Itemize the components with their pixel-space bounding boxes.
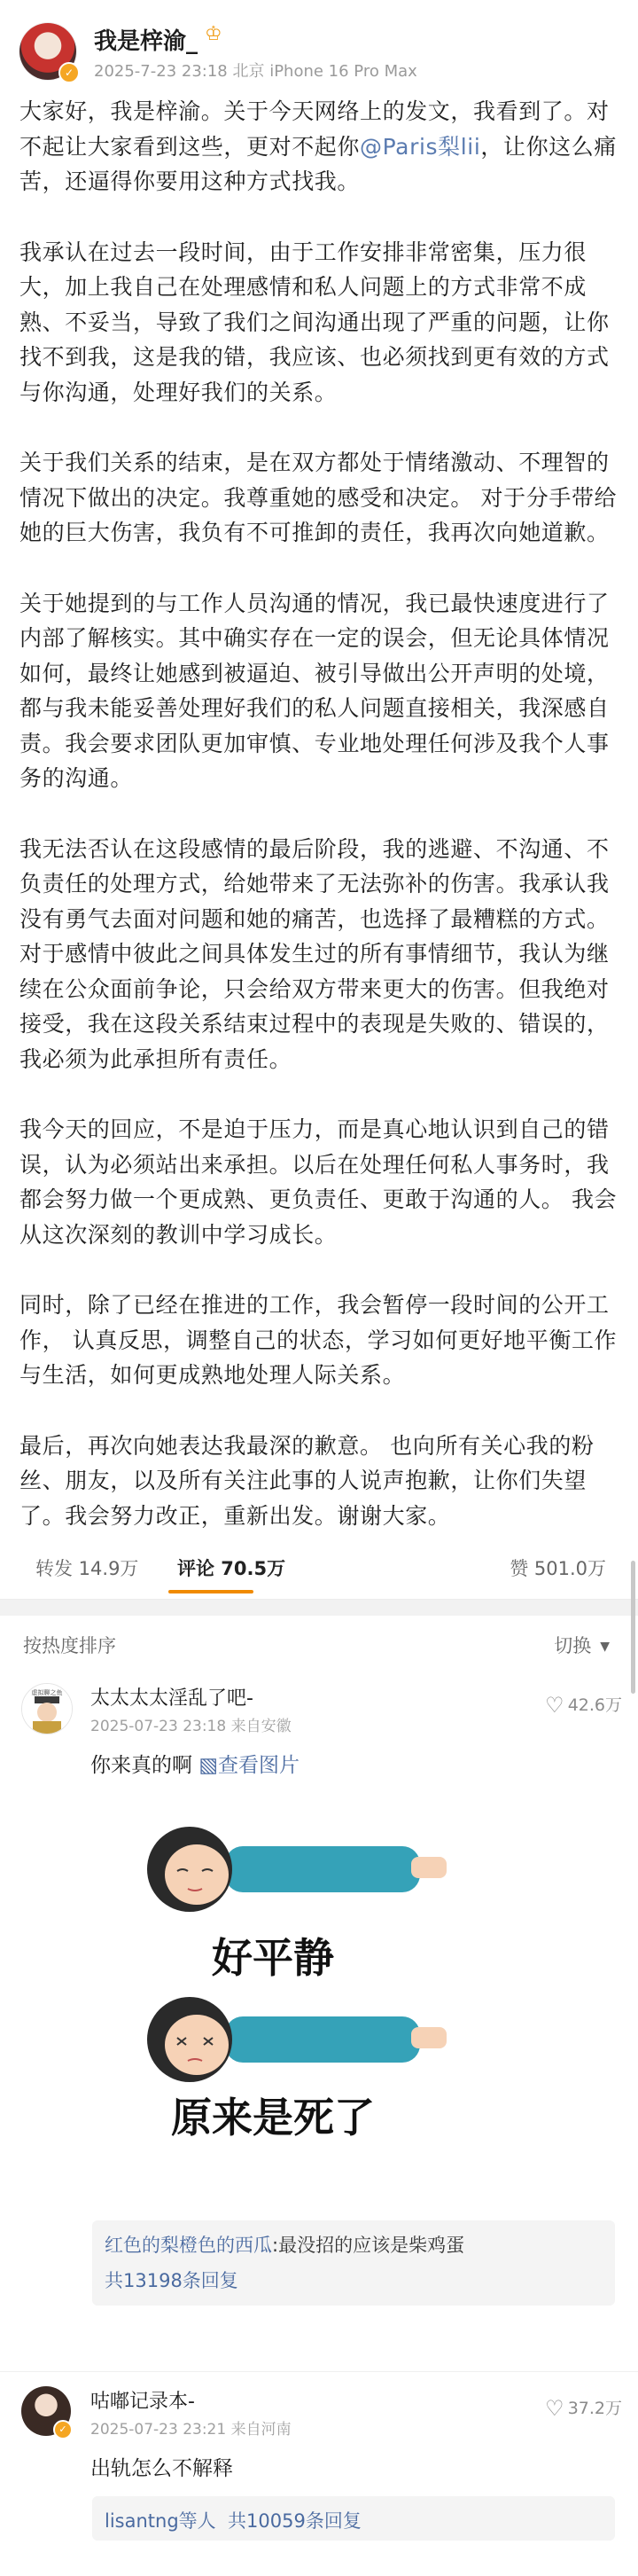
view-image-label: 查看图片 bbox=[218, 1754, 300, 1777]
meme-illustration bbox=[92, 1795, 454, 2157]
comments-tab[interactable]: 评论 70.5万 bbox=[177, 1558, 286, 1579]
verified-badge-icon: ✓ bbox=[53, 2420, 73, 2439]
likes-tab[interactable]: 赞 501.0万 bbox=[510, 1558, 606, 1579]
avatar-text: 虚拟聊之鱼 bbox=[31, 1689, 63, 1696]
verified-badge-icon: ✓ bbox=[58, 62, 80, 83]
reply-author[interactable]: lisantng等人 bbox=[105, 2510, 216, 2532]
comment-meta: 2025-07-23 23:21 来自河南 bbox=[90, 2421, 292, 2439]
comment-author[interactable]: 咕嘟记录本- bbox=[90, 2391, 195, 2413]
meme-top-text: 好平静 bbox=[212, 1934, 334, 1982]
comment-text: 出轨怎么不解释 bbox=[90, 2457, 233, 2480]
paragraph-text: ，让你这么痛苦，还逼得你要用这种方式找我。 bbox=[19, 133, 617, 194]
reply-count[interactable]: 共10059条回复 bbox=[228, 2510, 362, 2532]
comment-meta: 2025-07-23 23:18 来自安徽 bbox=[90, 1718, 292, 1735]
post-meta: 2025-7-23 23:18 北京 iPhone 16 Pro Max bbox=[94, 62, 417, 81]
like-button[interactable] bbox=[545, 1692, 622, 1718]
repost-tab[interactable]: 转发 14.9万 bbox=[35, 1558, 139, 1579]
like-count: 37.2万 bbox=[567, 2399, 622, 2418]
paragraph-text: 大家好，我是梓渝。关于今天网络上的发文，我看到了。对不起让大家看到这些，更对不起你 bbox=[19, 98, 610, 160]
paragraph bbox=[19, 94, 619, 200]
comment-text bbox=[90, 1749, 300, 1778]
reply-preview[interactable] bbox=[92, 2496, 615, 2541]
lying-figure-top bbox=[147, 1827, 447, 1912]
paragraph: 同时，除了已经在推进的工作，我会暂停一段时间的公开工作， 认真反思，调整自己的状态，学习如何更好地平衡工作与生活，如何更成熟地处理人际关系。 bbox=[19, 1292, 618, 1388]
reply-preview[interactable] bbox=[92, 2220, 615, 2306]
avatar[interactable] bbox=[21, 1683, 73, 1734]
switch-button[interactable] bbox=[554, 1632, 610, 1658]
paragraph: 我无法否认在这段感情的最后阶段，我的逃避、不沟通、不负责任的处理方式，给她带来了无法弥补的伤害。我承认我没有勇气去面对问题和她的痛苦，也选择了最糟糕的方式。 对于感情中彼此之间具体发生过的所有事情细节，我认为继续在公众面前争论，只会给双方带来更大的伤害。但我绝对接受，我在这段关系结束过程中的表现是失败的、错误的，我必须为此承担所有责任。 bbox=[19, 835, 610, 1072]
paragraph: 关于她提到的与工作人员沟通的情况，我已最快速度进行了内部了解核实。其中确实存在一定的误会，但无论具体情况如何，最终让她感到被逼迫、被引导做出公开声明的处境，都与我未能妥善处理好我们的私人问题直接相关，我深感自责。我会要求团队更加审慎、专业地处理任何涉及我个人事务的沟通。 bbox=[19, 590, 610, 791]
paragraph: 我承认在过去一段时间，由于工作安排非常密集，压力很大，加上我自己在处理感情和私人问题上的方式非常不成熟、不妥当，导致了我们之间沟通出现了严重的问题，让你找不到我，这是我的错，我应该、也必须找到更有效的方式与你沟通，处理好我们的关系。 bbox=[19, 239, 610, 405]
comment bbox=[0, 2371, 638, 2576]
reply-count[interactable]: 共13198条回复 bbox=[105, 2270, 238, 2291]
sort-bar bbox=[0, 1616, 638, 1671]
post-header bbox=[0, 0, 638, 89]
meme-image[interactable] bbox=[92, 1795, 454, 2157]
reply-line bbox=[92, 2496, 615, 2533]
like-button[interactable] bbox=[545, 2395, 622, 2421]
reply-line bbox=[92, 2220, 615, 2258]
reply-line bbox=[92, 2258, 615, 2293]
switch-label: 切换 bbox=[554, 1635, 592, 1656]
chevron-down-icon: ▼ bbox=[600, 1640, 610, 1654]
paragraph: 关于我们关系的结束，是在双方都处于情绪激动、不理智的情况下做出的决定。我尊重她的感受和决定。 对于分手带给她的巨大伤害，我负有不可推卸的责任，我再次向她道歉。 bbox=[19, 450, 618, 545]
username[interactable] bbox=[94, 23, 222, 56]
view-image-link[interactable] bbox=[198, 1754, 300, 1777]
paragraph: 最后，再次向她表达我最深的歉意。 也向所有关心我的粉丝、朋友，以及所有关注此事的人说声抱歉，让你们失望了。我会努力改正，重新出发。谢谢大家。 bbox=[19, 1432, 595, 1529]
mention-link[interactable]: @Paris梨lii bbox=[360, 133, 481, 160]
comment bbox=[0, 1671, 638, 2371]
active-tab-indicator bbox=[168, 1590, 253, 1593]
meme-bottom-text: 原来是死了 bbox=[171, 2094, 375, 2141]
section-divider bbox=[0, 1600, 638, 1616]
comment-body: 你来真的啊 bbox=[90, 1754, 192, 1777]
stats-bar bbox=[0, 1542, 638, 1600]
sort-label[interactable]: 按热度排序 bbox=[23, 1635, 116, 1656]
image-icon: ▧ bbox=[198, 1754, 219, 1777]
paragraph: 我今天的回应，不是迫于压力，而是真心地认识到自己的错误，认为必须站出来承担。以后在处理任何私人事务时，我都会努力做一个更成熟、更负责任、更敢于沟通的人。 我会从这次深刻的教训中学习成长。 bbox=[19, 1116, 618, 1248]
post-body bbox=[0, 89, 638, 1533]
avatar-emperor-icon bbox=[22, 1684, 72, 1734]
lying-figure-bottom bbox=[147, 1997, 447, 2082]
username-text[interactable]: 我是梓渝_ bbox=[94, 28, 198, 55]
heart-icon: ♡ bbox=[545, 1693, 564, 1718]
comment-author[interactable]: 太太太太淫乱了吧- bbox=[90, 1687, 253, 1710]
reply-author[interactable]: 红色的梨橙色的西瓜 bbox=[105, 2235, 272, 2256]
like-count: 42.6万 bbox=[567, 1695, 622, 1715]
reply-text: :最没招的应该是柴鸡蛋 bbox=[272, 2235, 465, 2256]
crown-icon: ♔ bbox=[205, 23, 222, 45]
heart-icon: ♡ bbox=[545, 2396, 564, 2421]
